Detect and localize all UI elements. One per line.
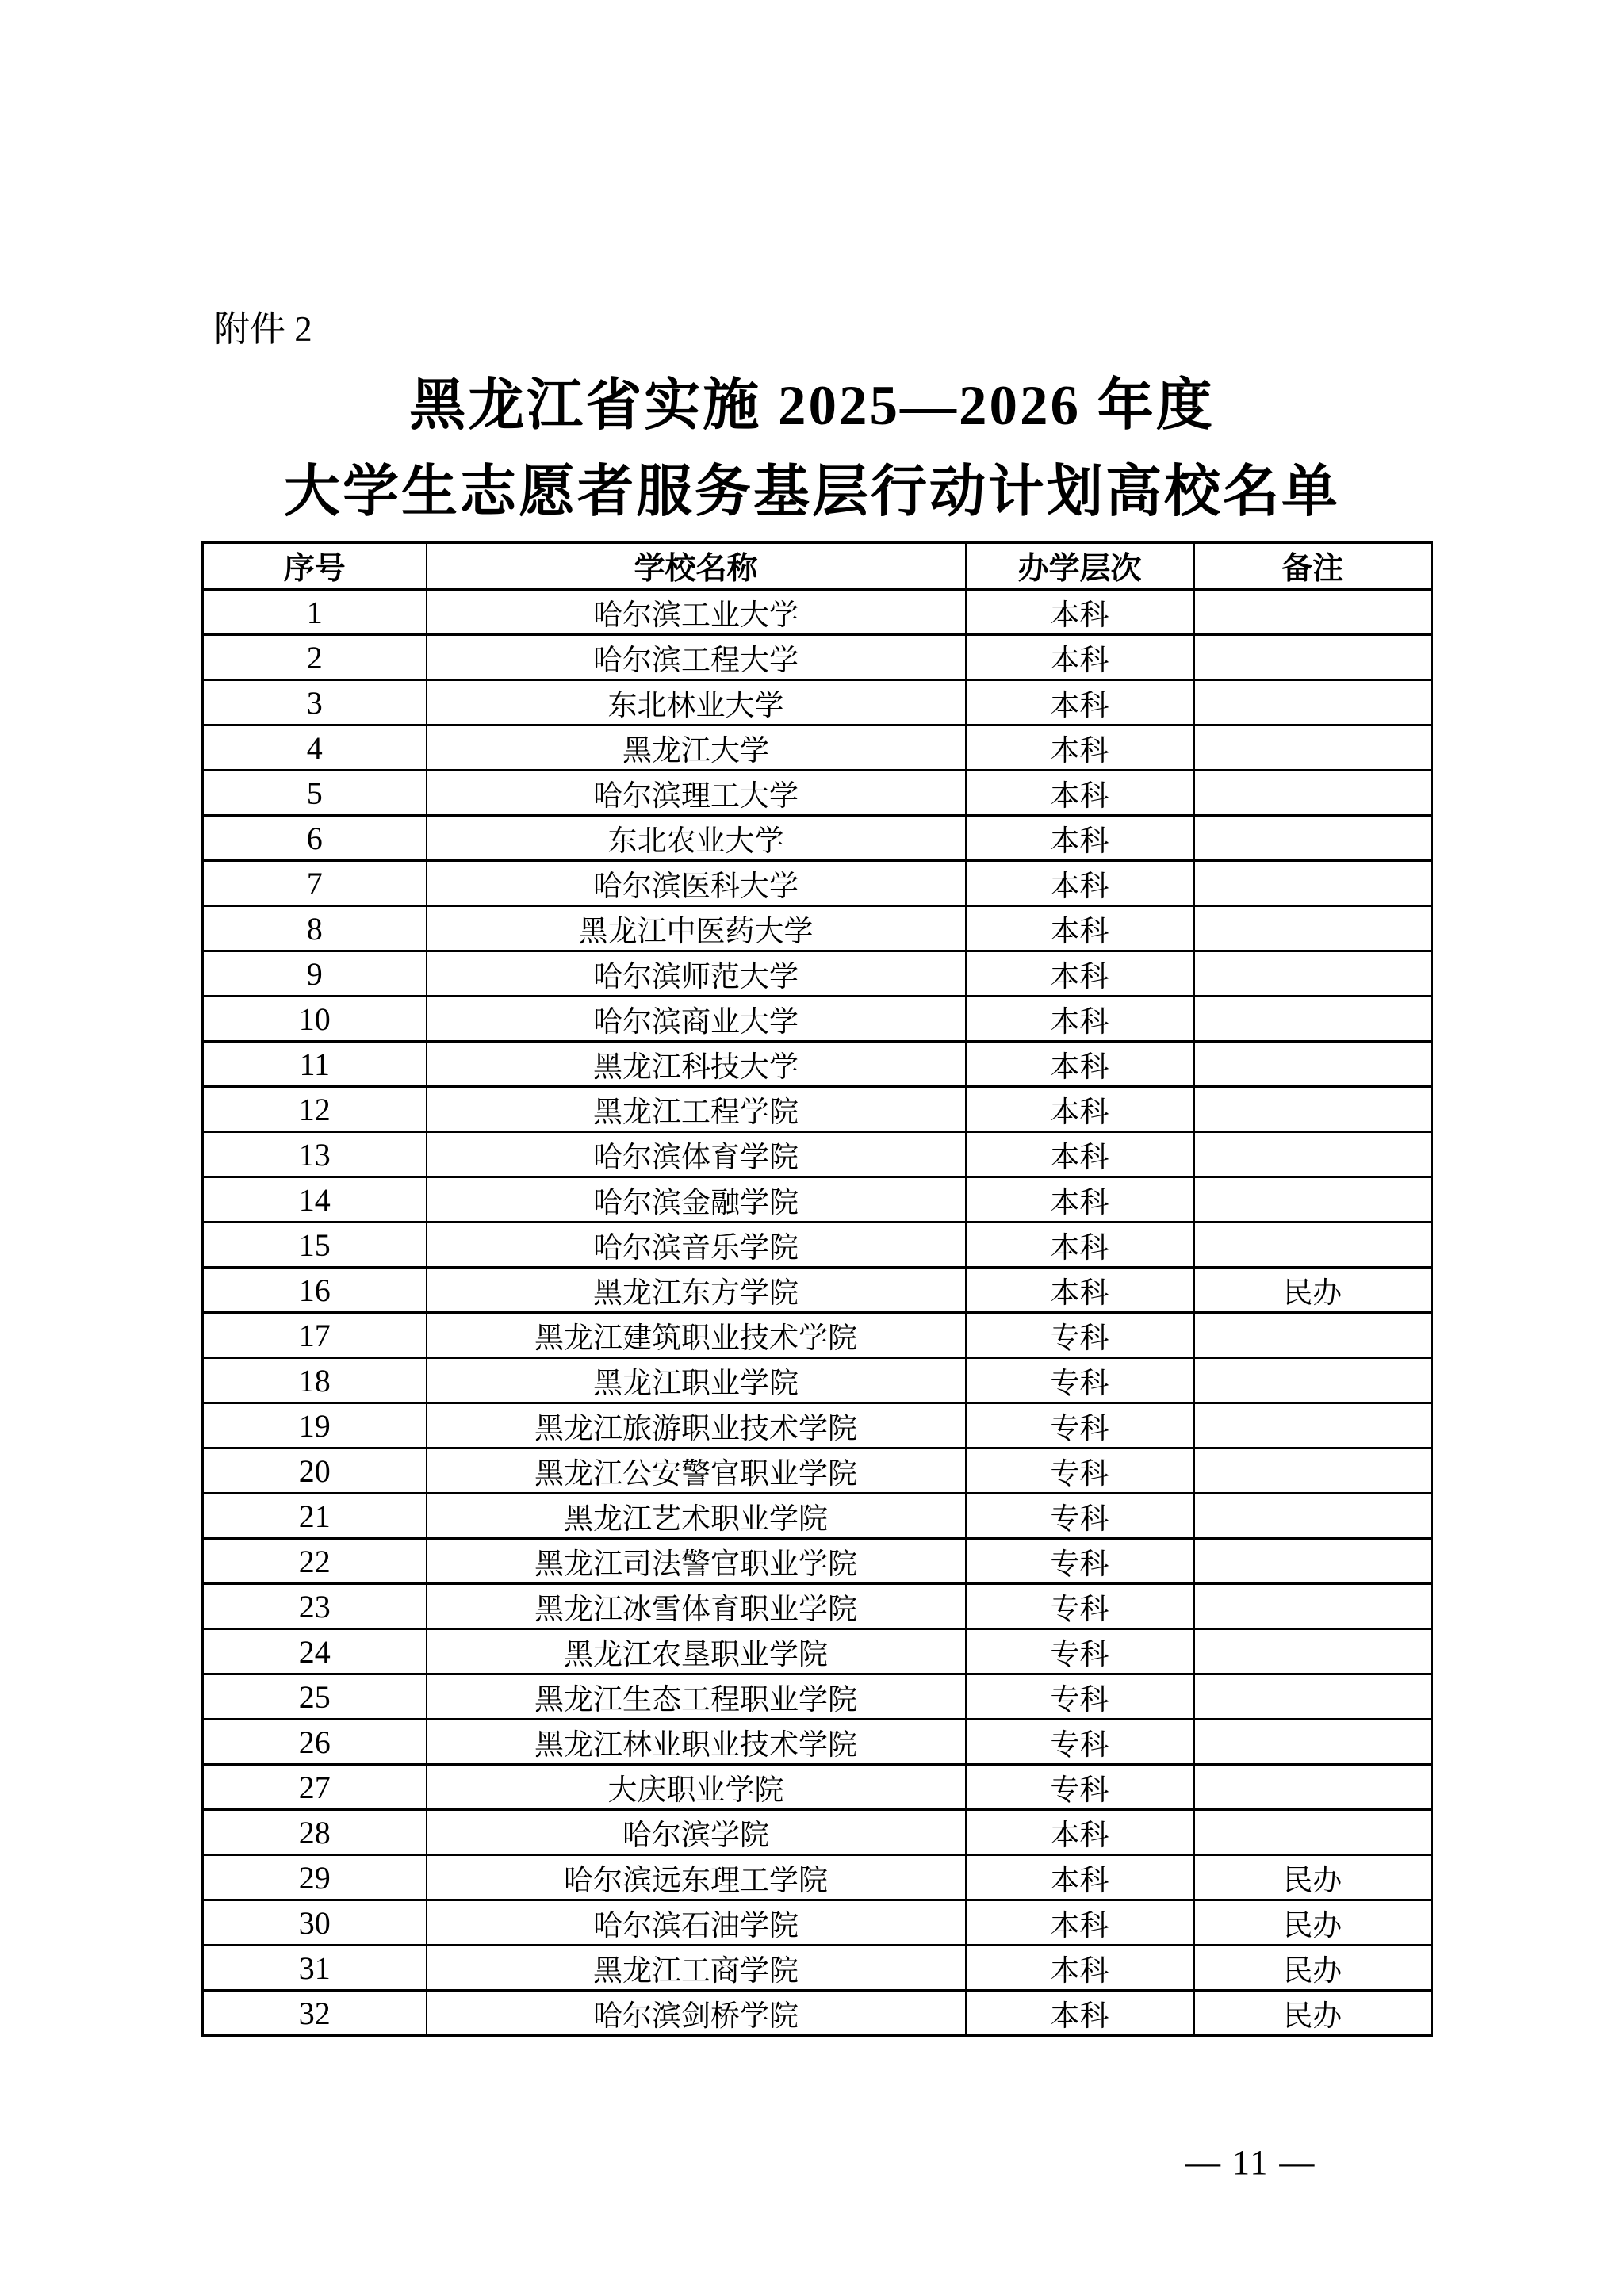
cell-note: 民办 bbox=[1194, 1991, 1432, 2036]
cell-seq: 22 bbox=[203, 1539, 427, 1584]
cell-school-name: 哈尔滨医科大学 bbox=[427, 861, 966, 906]
cell-seq: 7 bbox=[203, 861, 427, 906]
cell-seq: 30 bbox=[203, 1900, 427, 1946]
table-row bbox=[203, 1810, 1432, 1855]
cell-level: 本科 bbox=[966, 997, 1194, 1042]
cell-school-name: 黑龙江建筑职业技术学院 bbox=[427, 1313, 966, 1358]
cell-level: 本科 bbox=[966, 1991, 1194, 2036]
cell-note bbox=[1194, 771, 1432, 816]
table-row bbox=[203, 951, 1432, 997]
table-header-row bbox=[203, 543, 1432, 590]
cell-level: 本科 bbox=[966, 771, 1194, 816]
header-cell-3: 备注 bbox=[1194, 543, 1432, 590]
table-row bbox=[203, 997, 1432, 1042]
cell-note bbox=[1194, 1494, 1432, 1539]
cell-school-name: 哈尔滨商业大学 bbox=[427, 997, 966, 1042]
cell-seq: 20 bbox=[203, 1448, 427, 1494]
cell-note bbox=[1194, 816, 1432, 861]
table-row bbox=[203, 816, 1432, 861]
cell-level: 本科 bbox=[966, 1268, 1194, 1313]
cell-seq: 26 bbox=[203, 1720, 427, 1765]
document-title-line1: 黑龙江省实施 2025—2026 年度 bbox=[409, 375, 1215, 437]
cell-school-name: 黑龙江大学 bbox=[427, 725, 966, 771]
page-number: — 11 — bbox=[1185, 2143, 1316, 2182]
cell-level: 专科 bbox=[966, 1494, 1194, 1539]
cell-level: 本科 bbox=[966, 590, 1194, 635]
table-row bbox=[203, 725, 1432, 771]
table-row bbox=[203, 1223, 1432, 1268]
table-row bbox=[203, 1584, 1432, 1629]
table-row bbox=[203, 1042, 1432, 1087]
cell-school-name: 黑龙江工商学院 bbox=[427, 1946, 966, 1991]
cell-note bbox=[1194, 1132, 1432, 1177]
cell-seq: 28 bbox=[203, 1810, 427, 1855]
cell-seq: 25 bbox=[203, 1674, 427, 1720]
cell-level: 本科 bbox=[966, 1900, 1194, 1946]
table-row bbox=[203, 1448, 1432, 1494]
cell-seq: 1 bbox=[203, 590, 427, 635]
cell-note bbox=[1194, 680, 1432, 725]
table-row bbox=[203, 906, 1432, 951]
cell-note bbox=[1194, 1403, 1432, 1448]
cell-note bbox=[1194, 1448, 1432, 1494]
cell-seq: 11 bbox=[203, 1042, 427, 1087]
cell-level: 本科 bbox=[966, 1223, 1194, 1268]
cell-level: 本科 bbox=[966, 906, 1194, 951]
table-row bbox=[203, 1132, 1432, 1177]
cell-school-name: 黑龙江东方学院 bbox=[427, 1268, 966, 1313]
cell-seq: 18 bbox=[203, 1358, 427, 1403]
cell-seq: 13 bbox=[203, 1132, 427, 1177]
table-body bbox=[203, 590, 1432, 2036]
cell-note bbox=[1194, 906, 1432, 951]
cell-school-name: 哈尔滨工程大学 bbox=[427, 635, 966, 680]
cell-school-name: 黑龙江林业职业技术学院 bbox=[427, 1720, 966, 1765]
cell-school-name: 黑龙江科技大学 bbox=[427, 1042, 966, 1087]
cell-seq: 23 bbox=[203, 1584, 427, 1629]
cell-school-name: 黑龙江职业学院 bbox=[427, 1358, 966, 1403]
cell-seq: 31 bbox=[203, 1946, 427, 1991]
cell-seq: 24 bbox=[203, 1629, 427, 1674]
cell-school-name: 黑龙江司法警官职业学院 bbox=[427, 1539, 966, 1584]
cell-note bbox=[1194, 1674, 1432, 1720]
cell-school-name: 哈尔滨剑桥学院 bbox=[427, 1991, 966, 2036]
cell-school-name: 黑龙江农垦职业学院 bbox=[427, 1629, 966, 1674]
table-row bbox=[203, 861, 1432, 906]
cell-note: 民办 bbox=[1194, 1946, 1432, 1991]
cell-seq: 27 bbox=[203, 1765, 427, 1810]
table-row bbox=[203, 590, 1432, 635]
cell-school-name: 哈尔滨师范大学 bbox=[427, 951, 966, 997]
cell-seq: 4 bbox=[203, 725, 427, 771]
table-row bbox=[203, 1991, 1432, 2036]
cell-level: 本科 bbox=[966, 861, 1194, 906]
cell-level: 本科 bbox=[966, 1042, 1194, 1087]
cell-level: 本科 bbox=[966, 816, 1194, 861]
cell-seq: 17 bbox=[203, 1313, 427, 1358]
cell-note bbox=[1194, 861, 1432, 906]
table-row bbox=[203, 680, 1432, 725]
cell-note bbox=[1194, 1539, 1432, 1584]
table-row bbox=[203, 1494, 1432, 1539]
cell-school-name: 哈尔滨音乐学院 bbox=[427, 1223, 966, 1268]
cell-level: 专科 bbox=[966, 1358, 1194, 1403]
cell-seq: 29 bbox=[203, 1855, 427, 1900]
cell-note: 民办 bbox=[1194, 1900, 1432, 1946]
cell-school-name: 大庆职业学院 bbox=[427, 1765, 966, 1810]
table-row bbox=[203, 1720, 1432, 1765]
cell-school-name: 哈尔滨体育学院 bbox=[427, 1132, 966, 1177]
cell-level: 专科 bbox=[966, 1584, 1194, 1629]
cell-school-name: 黑龙江中医药大学 bbox=[427, 906, 966, 951]
cell-school-name: 东北林业大学 bbox=[427, 680, 966, 725]
table-row bbox=[203, 1177, 1432, 1223]
header-cell-1: 学校名称 bbox=[427, 543, 966, 590]
cell-level: 专科 bbox=[966, 1629, 1194, 1674]
cell-school-name: 黑龙江艺术职业学院 bbox=[427, 1494, 966, 1539]
cell-seq: 15 bbox=[203, 1223, 427, 1268]
cell-note bbox=[1194, 1720, 1432, 1765]
cell-school-name: 哈尔滨金融学院 bbox=[427, 1177, 966, 1223]
cell-note bbox=[1194, 1584, 1432, 1629]
table-row bbox=[203, 1403, 1432, 1448]
cell-note bbox=[1194, 635, 1432, 680]
table-row bbox=[203, 1765, 1432, 1810]
universities-table bbox=[201, 541, 1433, 2037]
table-row bbox=[203, 1087, 1432, 1132]
cell-level: 专科 bbox=[966, 1674, 1194, 1720]
cell-school-name: 黑龙江旅游职业技术学院 bbox=[427, 1403, 966, 1448]
cell-level: 专科 bbox=[966, 1313, 1194, 1358]
table-row bbox=[203, 1946, 1432, 1991]
cell-school-name: 哈尔滨理工大学 bbox=[427, 771, 966, 816]
cell-note bbox=[1194, 1629, 1432, 1674]
cell-seq: 16 bbox=[203, 1268, 427, 1313]
table-row bbox=[203, 771, 1432, 816]
cell-note bbox=[1194, 590, 1432, 635]
cell-note bbox=[1194, 1765, 1432, 1810]
cell-note bbox=[1194, 951, 1432, 997]
cell-school-name: 哈尔滨石油学院 bbox=[427, 1900, 966, 1946]
cell-level: 本科 bbox=[966, 635, 1194, 680]
cell-seq: 5 bbox=[203, 771, 427, 816]
cell-level: 本科 bbox=[966, 1087, 1194, 1132]
cell-note bbox=[1194, 1087, 1432, 1132]
cell-school-name: 黑龙江生态工程职业学院 bbox=[427, 1674, 966, 1720]
table-row bbox=[203, 1268, 1432, 1313]
cell-level: 专科 bbox=[966, 1720, 1194, 1765]
cell-school-name: 黑龙江冰雪体育职业学院 bbox=[427, 1584, 966, 1629]
header-cell-2: 办学层次 bbox=[966, 543, 1194, 590]
cell-seq: 9 bbox=[203, 951, 427, 997]
cell-level: 专科 bbox=[966, 1448, 1194, 1494]
table-row bbox=[203, 635, 1432, 680]
cell-note: 民办 bbox=[1194, 1268, 1432, 1313]
cell-note bbox=[1194, 1223, 1432, 1268]
table-row bbox=[203, 1313, 1432, 1358]
cell-level: 本科 bbox=[966, 725, 1194, 771]
cell-level: 专科 bbox=[966, 1765, 1194, 1810]
cell-seq: 12 bbox=[203, 1087, 427, 1132]
cell-school-name: 哈尔滨工业大学 bbox=[427, 590, 966, 635]
cell-school-name: 东北农业大学 bbox=[427, 816, 966, 861]
cell-seq: 14 bbox=[203, 1177, 427, 1223]
cell-school-name: 黑龙江公安警官职业学院 bbox=[427, 1448, 966, 1494]
cell-level: 本科 bbox=[966, 1810, 1194, 1855]
cell-level: 本科 bbox=[966, 951, 1194, 997]
cell-seq: 3 bbox=[203, 680, 427, 725]
attachment-label: 附件 2 bbox=[214, 309, 312, 349]
cell-note bbox=[1194, 1358, 1432, 1403]
cell-note bbox=[1194, 1177, 1432, 1223]
table-row bbox=[203, 1358, 1432, 1403]
table-row bbox=[203, 1674, 1432, 1720]
table-row bbox=[203, 1855, 1432, 1900]
cell-seq: 32 bbox=[203, 1991, 427, 2036]
document-title-line2: 大学生志愿者服务基层行动计划高校名单 bbox=[283, 461, 1340, 523]
cell-note bbox=[1194, 725, 1432, 771]
header-cell-0: 序号 bbox=[203, 543, 427, 590]
cell-level: 本科 bbox=[966, 680, 1194, 725]
cell-note bbox=[1194, 1810, 1432, 1855]
cell-seq: 2 bbox=[203, 635, 427, 680]
cell-seq: 6 bbox=[203, 816, 427, 861]
cell-note: 民办 bbox=[1194, 1855, 1432, 1900]
cell-seq: 10 bbox=[203, 997, 427, 1042]
cell-note bbox=[1194, 997, 1432, 1042]
cell-seq: 21 bbox=[203, 1494, 427, 1539]
cell-level: 专科 bbox=[966, 1403, 1194, 1448]
cell-level: 本科 bbox=[966, 1177, 1194, 1223]
cell-note bbox=[1194, 1313, 1432, 1358]
cell-school-name: 哈尔滨学院 bbox=[427, 1810, 966, 1855]
cell-note bbox=[1194, 1042, 1432, 1087]
cell-school-name: 哈尔滨远东理工学院 bbox=[427, 1855, 966, 1900]
cell-level: 本科 bbox=[966, 1946, 1194, 1991]
cell-school-name: 黑龙江工程学院 bbox=[427, 1087, 966, 1132]
cell-seq: 8 bbox=[203, 906, 427, 951]
table-row bbox=[203, 1539, 1432, 1584]
cell-level: 专科 bbox=[966, 1539, 1194, 1584]
cell-level: 本科 bbox=[966, 1132, 1194, 1177]
cell-level: 本科 bbox=[966, 1855, 1194, 1900]
table-row bbox=[203, 1900, 1432, 1946]
cell-seq: 19 bbox=[203, 1403, 427, 1448]
table-row bbox=[203, 1629, 1432, 1674]
